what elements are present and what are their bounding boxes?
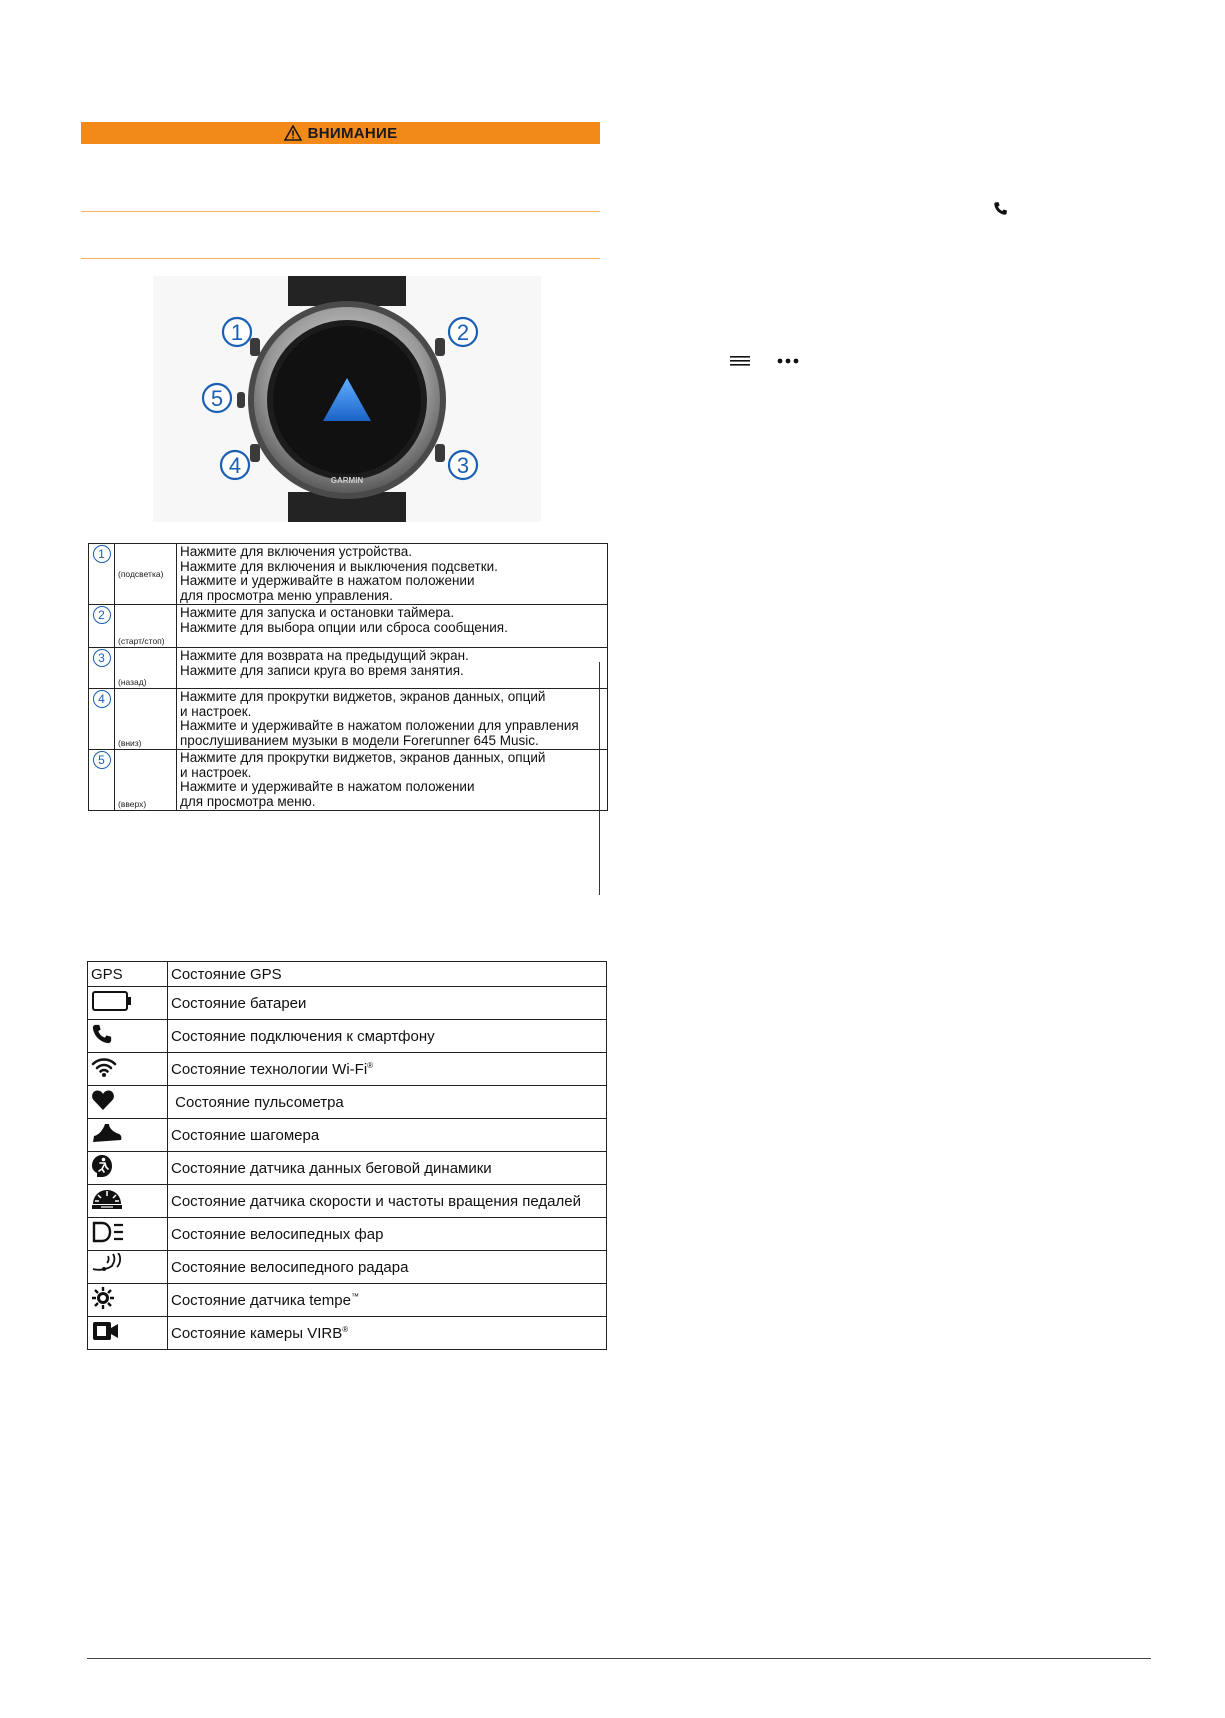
watch-button-2	[435, 338, 445, 356]
key-name: (старт/стоп)	[115, 605, 177, 648]
status-row	[88, 1284, 607, 1317]
status-text: Состояние велосипедных фар	[168, 1218, 607, 1251]
key-number: 3	[93, 649, 111, 667]
watch-figure	[153, 276, 541, 522]
key-number: 1	[93, 545, 111, 563]
status-row	[88, 1086, 607, 1119]
status-row	[88, 1317, 607, 1350]
status-text: Состояние велосипедного радара	[168, 1251, 607, 1284]
warning-banner	[81, 122, 600, 144]
key-name: (подсветка)	[115, 544, 177, 605]
status-text: Состояние технологии Wi-Fi®	[168, 1053, 607, 1086]
bike-light-icon	[91, 1221, 125, 1243]
key-description: Нажмите для прокрутки виджетов, экранов данных, опций и настроек. Нажмите и удерживайте в нажатом положении для просмотра меню.	[177, 750, 608, 811]
key-number: 4	[93, 690, 111, 708]
key-row	[89, 544, 608, 605]
menu-icon	[730, 356, 750, 366]
phone-icon	[91, 1023, 113, 1045]
key-description: Нажмите для прокрутки виджетов, экранов данных, опций и настроек. Нажмите и удерживайте в нажатом положении для управления прослушиванием музыки в модели Forerunner 645 Music.	[177, 689, 608, 750]
status-row	[88, 987, 607, 1020]
watch-button-4	[250, 444, 260, 462]
wifi-icon	[91, 1056, 117, 1078]
callout-3: 3	[456, 453, 470, 478]
callout-1: 1	[230, 320, 244, 345]
status-text: Состояние датчика данных беговой динамики	[168, 1152, 607, 1185]
radar-icon	[91, 1253, 125, 1277]
callout-4: 4	[228, 453, 242, 478]
heart-icon	[91, 1089, 115, 1111]
status-text: Состояние датчика tempe™	[168, 1284, 607, 1317]
key-row	[89, 605, 608, 648]
status-row	[88, 1185, 607, 1218]
status-text: Состояние подключения к смартфону	[168, 1020, 607, 1053]
status-text: Состояние датчика скорости и частоты вращения педалей	[168, 1185, 607, 1218]
key-name: (назад)	[115, 648, 177, 689]
key-description: Нажмите для возврата на предыдущий экран. Нажмите для записи круга во время занятия.	[177, 648, 608, 689]
status-text: Состояние GPS	[168, 962, 607, 987]
key-description: Нажмите для включения устройства. Нажмите для включения и выключения подсветки. Нажмите и удерживайте в нажатом положении для просмотра меню управления.	[177, 544, 608, 605]
key-description: Нажмите для запуска и остановки таймера. Нажмите для выбора опции или сброса сообщения.	[177, 605, 608, 648]
key-row	[89, 689, 608, 750]
status-text: Состояние камеры VIRB®	[168, 1317, 607, 1350]
warning-rule-bottom	[81, 258, 600, 259]
key-name: (вверх)	[115, 750, 177, 811]
callout-5: 5	[210, 386, 224, 411]
speed-cadence-icon	[91, 1188, 123, 1210]
watch-button-3	[435, 444, 445, 462]
status-row	[88, 962, 607, 987]
running-dynamics-icon	[91, 1154, 113, 1178]
key-table	[88, 543, 608, 811]
status-row	[88, 1020, 607, 1053]
status-row	[88, 1251, 607, 1284]
change-bar	[599, 662, 600, 895]
camera-icon	[91, 1320, 119, 1342]
key-row	[89, 750, 608, 811]
watch-button-5	[237, 392, 245, 408]
key-row	[89, 648, 608, 689]
tempe-icon	[91, 1286, 115, 1310]
status-row	[88, 1218, 607, 1251]
key-number: 2	[93, 606, 111, 624]
status-text: Состояние шагомера	[168, 1119, 607, 1152]
more-icon	[777, 358, 799, 364]
gps-label: GPS	[91, 965, 123, 983]
key-number: 5	[93, 751, 111, 769]
status-table	[87, 961, 607, 1350]
status-row	[88, 1119, 607, 1152]
status-row	[88, 1053, 607, 1086]
status-text: Состояние пульсометра	[168, 1086, 607, 1119]
warning-title: ВНИМАНИЕ	[307, 124, 398, 142]
warning-icon	[284, 125, 302, 141]
warning-rule-top	[81, 211, 600, 212]
status-row	[88, 1152, 607, 1185]
status-text: Состояние батареи	[168, 987, 607, 1020]
watch-brand: GARMIN	[330, 476, 364, 485]
callout-2: 2	[456, 320, 470, 345]
watch-button-1	[250, 338, 260, 356]
key-name: (вниз)	[115, 689, 177, 750]
footer-rule	[87, 1658, 1151, 1659]
phone-icon	[993, 201, 1008, 216]
shoe-icon	[91, 1122, 123, 1144]
battery-icon	[91, 990, 133, 1012]
